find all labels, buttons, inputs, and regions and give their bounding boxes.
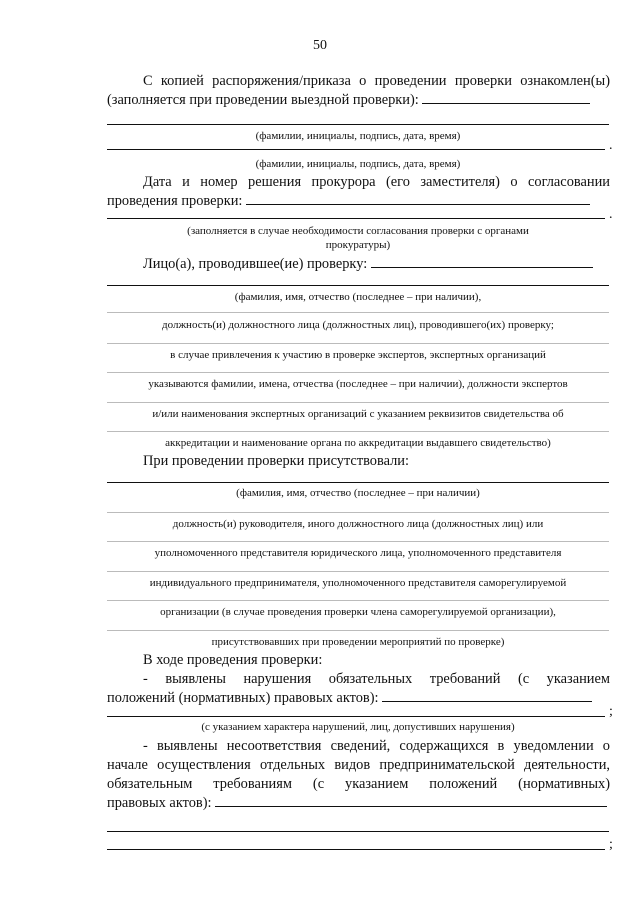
caption-present-6: присутствовавших при проведении мероприятий по проверке) (211, 636, 505, 648)
violations-line-1: В ходе проведения проверки: (143, 652, 323, 668)
prosecutor-line-2 (107, 192, 610, 211)
violations-line-3-text: положений (нормативных) правовых актов): (107, 690, 379, 706)
caption-fio-sign-2: (фамилии, инициалы, подпись, дата, время) (255, 158, 461, 170)
violations-line-2: - выявлены нарушения обязательных требований (с указанием (143, 671, 610, 687)
fill-line (107, 343, 609, 344)
caption-prosecutor-1: (заполняется в случае необходимости согласования проверки с органами (187, 225, 529, 237)
acquainted-line-2-text: (заполняется при проведении выездной проверки): (107, 92, 419, 108)
line-end-dot: . (609, 138, 613, 153)
fill-line (107, 600, 609, 601)
caption-present-3: уполномоченного представителя юридического лица, уполномоченного представителя (154, 547, 562, 559)
fill-line (107, 512, 609, 513)
fill-line (107, 831, 609, 832)
prosecutor-fill-line (246, 192, 590, 205)
caption-present-5: организации (в случае проведения проверки члена саморегулируемой организации), (160, 606, 556, 618)
page-number: 50 (313, 38, 327, 53)
fill-line (107, 149, 605, 150)
fill-line (107, 630, 609, 631)
caption-inspector-5: и/или наименования экспертных организаций с указанием реквизитов свидетельства об (152, 408, 564, 420)
fill-line (107, 218, 605, 219)
inspector-line-1 (107, 255, 610, 274)
fill-line (107, 482, 609, 483)
line-end-semicolon: ; (609, 837, 613, 852)
fill-line (107, 285, 609, 286)
inspector-fill-line (371, 255, 593, 268)
mismatch-line-4 (107, 794, 610, 813)
mismatch-line-4-text: правовых актов): (107, 795, 212, 811)
fill-line (107, 849, 605, 850)
line-end-dot: . (609, 207, 613, 222)
caption-present-2: должность(и) руководителя, иного должностного лица (должностных лиц) или (172, 518, 544, 530)
present-line-1: При проведении проверки присутствовали: (143, 453, 409, 469)
caption-present-1: (фамилия, имя, отчество (последнее – при наличии) (236, 487, 480, 499)
mismatch-line-2: начале осуществления отдельных видов предпринимательской деятельности, (107, 757, 610, 773)
fill-line (107, 312, 609, 313)
violations-fill-line (382, 689, 592, 702)
acquainted-fill-line (422, 91, 590, 104)
caption-present-4: индивидуального предпринимателя, уполномоченного представителя саморегулируемой (149, 577, 567, 589)
inspector-line-1-text: Лицо(а), проводившее(ие) проверку: (143, 256, 368, 272)
fill-line (107, 716, 605, 717)
prosecutor-line-1: Дата и номер решения прокурора (его заместителя) о согласовании (143, 174, 610, 190)
caption-violations: (с указанием характера нарушений, лиц, допустивших нарушения) (201, 721, 515, 733)
fill-line (107, 541, 609, 542)
caption-inspector-4: указываются фамилии, имена, отчества (последнее – при наличии), должности экспертов (148, 378, 568, 390)
caption-fio-sign-1: (фамилии, инициалы, подпись, дата, время) (255, 130, 461, 142)
fill-line (107, 124, 609, 125)
caption-inspector-3: в случае привлечения к участию в проверке экспертов, экспертных организаций (170, 349, 546, 361)
prosecutor-line-2-text: проведения проверки: (107, 193, 243, 209)
mismatch-line-1: - выявлены несоответствия сведений, содержащихся в уведомлении о (143, 738, 610, 754)
violations-line-3 (107, 689, 610, 708)
fill-line (107, 571, 609, 572)
fill-line (107, 372, 609, 373)
acquainted-line-2 (107, 91, 610, 110)
caption-prosecutor-2: прокуратуры) (325, 239, 391, 251)
caption-inspector-6: аккредитации и наименование органа по аккредитации выдавшего свидетельство) (165, 437, 551, 449)
line-end-semicolon: ; (609, 704, 613, 719)
mismatch-fill-line (215, 794, 607, 807)
caption-inspector-2: должность(и) должностного лица (должностных лиц), проводившего(их) проверку; (162, 319, 554, 331)
caption-inspector-1: (фамилия, имя, отчество (последнее – при наличии), (234, 291, 482, 303)
fill-line (107, 431, 609, 432)
acquainted-line-1: С копией распоряжения/приказа о проведении проверки ознакомлен(ы) (143, 73, 610, 89)
mismatch-line-3: обязательным требованиям (с указанием положений (нормативных) (107, 776, 610, 792)
fill-line (107, 402, 609, 403)
